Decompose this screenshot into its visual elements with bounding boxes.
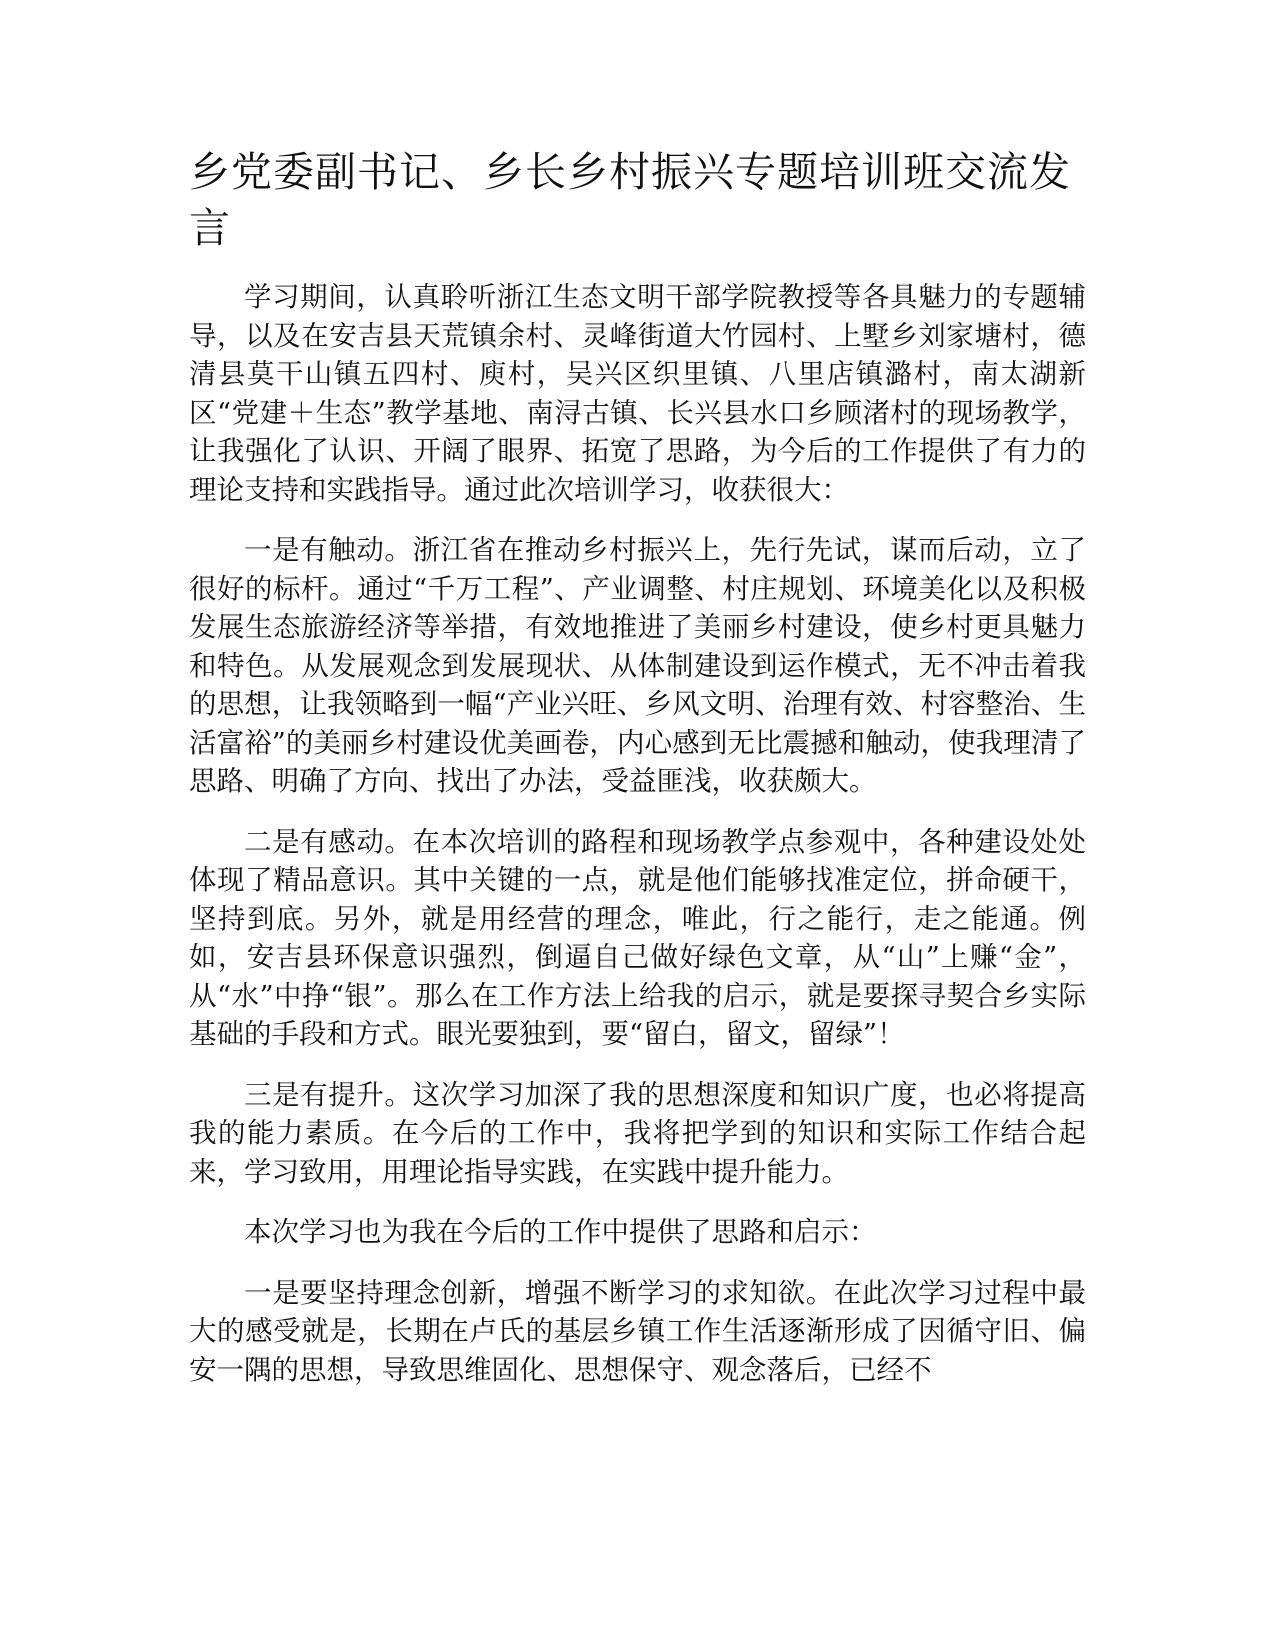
paragraph-point-1: 一是有触动。浙江省在推动乡村振兴上，先行先试，谋而后动，立了很好的标杆。通过“千万工程”、产业调整、村庄规划、环境美化以及积极发展生态旅游经济等举措，有效地推进了美丽乡村建设，使乡村更具魅力和特色。从发展观念到发展现状、从体制建设到运作模式，无不冲击着我的思想，让我领略到一幅“产业兴旺、乡风文明、治理有效、村容整治、生活富裕”的美丽乡村建设优美画卷，内心感到无比震撼和触动，使我理清了思路、明确了方向、找出了办法，受益匪浅，收获颇大。 <box>189 534 1086 797</box>
paragraph-transition: 本次学习也为我在今后的工作中提供了思路和启示： <box>244 1216 877 1248</box>
paragraph-intro: 学习期间，认真聆听浙江生态文明干部学院教授等各具魅力的专题辅导，以及在安吉县天荒镇余村、灵峰街道大竹园村、上墅乡刘家塘村，德清县莫干山镇五四村、庾村，吴兴区织里镇、八里店镇潞村，南太湖新区“党建＋生态”教学基地、南浔古镇、长兴县水口乡顾渚村的现场教学，让我强化了认识、开阔了眼界、拓宽了思路，为今后的工作提供了有力的理论支持和实践指导。通过此次培训学习，收获很大： <box>189 281 1086 506</box>
paragraph-point-3: 三是有提升。这次学习加深了我的思想深度和知识广度，也必将提高我的能力素质。在今后的工作中，我将把学到的知识和实际工作结合起来，学习致用，用理论指导实践，在实践中提升能力。 <box>189 1078 1086 1188</box>
document-title: 乡党委副书记、乡长乡村振兴专题培训班交流发言 <box>189 148 1071 252</box>
paragraph-point-2: 二是有感动。在本次培训的路程和现场教学点参观中，各种建设处处体现了精品意识。其中关键的一点，就是他们能够找准定位，拼命硬干，坚持到底。另外，就是用经营的理念，唯此，行之能行，走之能通。例如，安吉县环保意识强烈，倒逼自己做好绿色文章，从“山”上赚“金”，从“水”中挣“银”。那么在工作方法上给我的启示，就是要探寻契合乡实际基础的手段和方式。眼光要独到，要“留白，留文，留绿”！ <box>189 825 1086 1050</box>
paragraph-insight-1: 一是要坚持理念创新，增强不断学习的求知欲。在此次学习过程中最大的感受就是，长期在卢氏的基层乡镇工作生活逐渐形成了因循守旧、偏安一隅的思想，导致思维固化、思想保守、观念落后，已经不 <box>189 1276 1086 1386</box>
document-body <box>189 144 1086 1389</box>
